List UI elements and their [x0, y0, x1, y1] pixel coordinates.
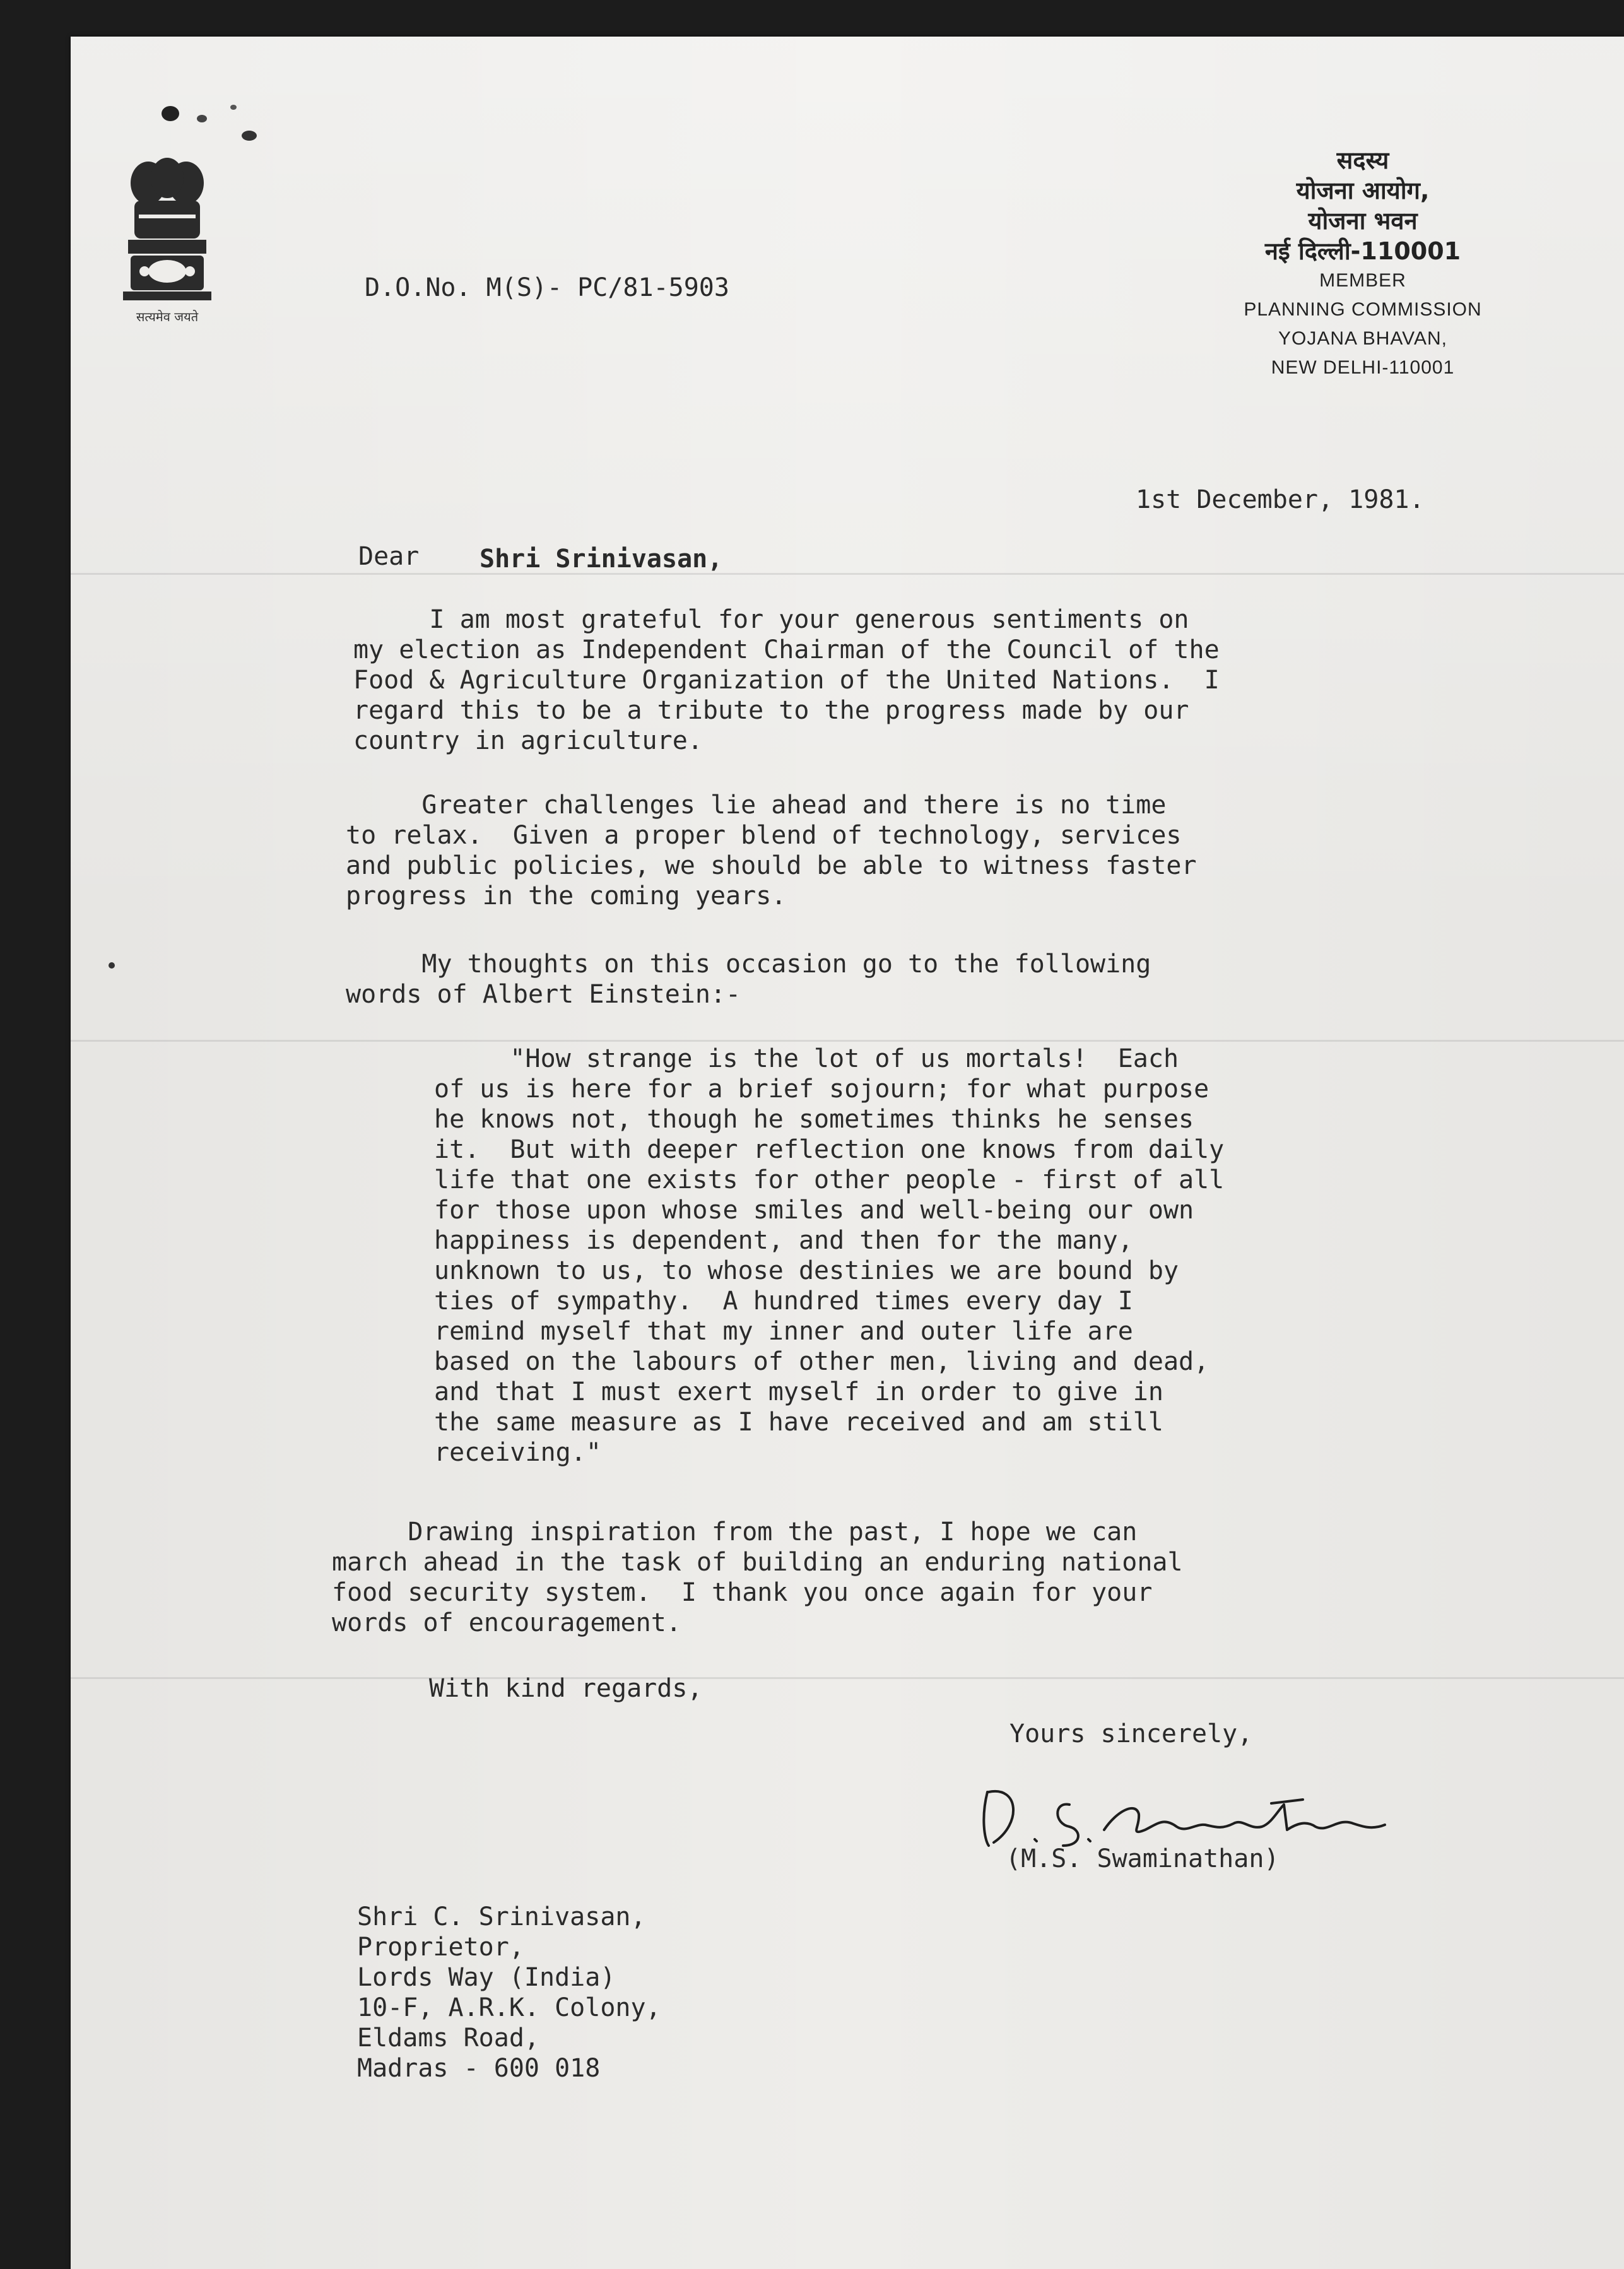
reference-number: D.O.No. M(S)- PC/81-5903 [365, 273, 729, 302]
ink-smudge [145, 88, 284, 151]
hindi-line-3: योजना भवन [1308, 207, 1418, 235]
hindi-line-1: सदस्य [1336, 146, 1389, 174]
paragraph-3: My thoughts on this occasion go to the following words of Albert Einstein:- [346, 950, 1151, 1009]
salutation-prefix: Dear [358, 542, 420, 571]
signatory-name: (M.S. Swaminathan) [1006, 1844, 1280, 1873]
ink-dot [109, 962, 115, 969]
fold-crease [71, 573, 1624, 575]
hindi-line-2: योजना आयोग, [1296, 177, 1430, 204]
english-line-4: NEW DELHI-110001 [1271, 357, 1455, 378]
hindi-line-4: नई दिल्ली-110001 [1264, 237, 1461, 265]
letterhead-address [1186, 145, 1539, 382]
closing-paragraph: Drawing inspiration from the past, I hope we can march ahead in the task of building an enduring national food security system. I thank you once again for your words of encouragement. [332, 1518, 1183, 1637]
salutation-name: Shri Srinivasan, [480, 545, 723, 574]
fold-crease [71, 1677, 1624, 1679]
national-emblem-icon [117, 151, 218, 322]
yours-sincerely: Yours sincerely, [1009, 1719, 1253, 1748]
paragraph-2: Greater challenges lie ahead and there is no time to relax. Given a proper blend of technology, services and public policies, we should be able to witness faster progress in the coming years. [346, 791, 1197, 911]
english-line-3: YOJANA BHAVAN, [1278, 328, 1447, 349]
kind-regards: With kind regards, [429, 1674, 703, 1703]
recipient-address: Shri C. Srinivasan, Proprietor, Lords Way (India) 10-F, A.R.K. Colony, Eldams Road, Madras - 600 018 [357, 1902, 661, 2083]
paragraph-1: I am most grateful for your generous sentiments on my election as Independent Chairman of the Council of the Food & Agriculture Organization of the United Nations. I regard this to be a tribute to the progress made by our country in agriculture. [353, 605, 1220, 755]
einstein-quote: "How strange is the lot of us mortals! Each of us is here for a brief sojourn; for what purpose he knows not, though he sometimes thinks he senses it. But with deeper reflection one knows from daily life that one exists for other people - first of all for those upon whose smiles and well-being our own happiness is dependent, and then for the many, unknown to us, to whose destinies we are bound by ties of sympathy. A hundred times every day I remind myself that my inner and outer life are based on the labours of other men, living and dead, and that I must exert myself in order to give in the same measure as I have received and am still receiving." [434, 1044, 1225, 1467]
letter-date: 1st December, 1981. [1136, 485, 1425, 514]
emblem-motto: सत्यमेव जयते [136, 309, 199, 324]
english-line-2: PLANNING COMMISSION [1244, 299, 1482, 320]
fold-crease [71, 1040, 1624, 1042]
english-line-1: MEMBER [1319, 270, 1406, 291]
